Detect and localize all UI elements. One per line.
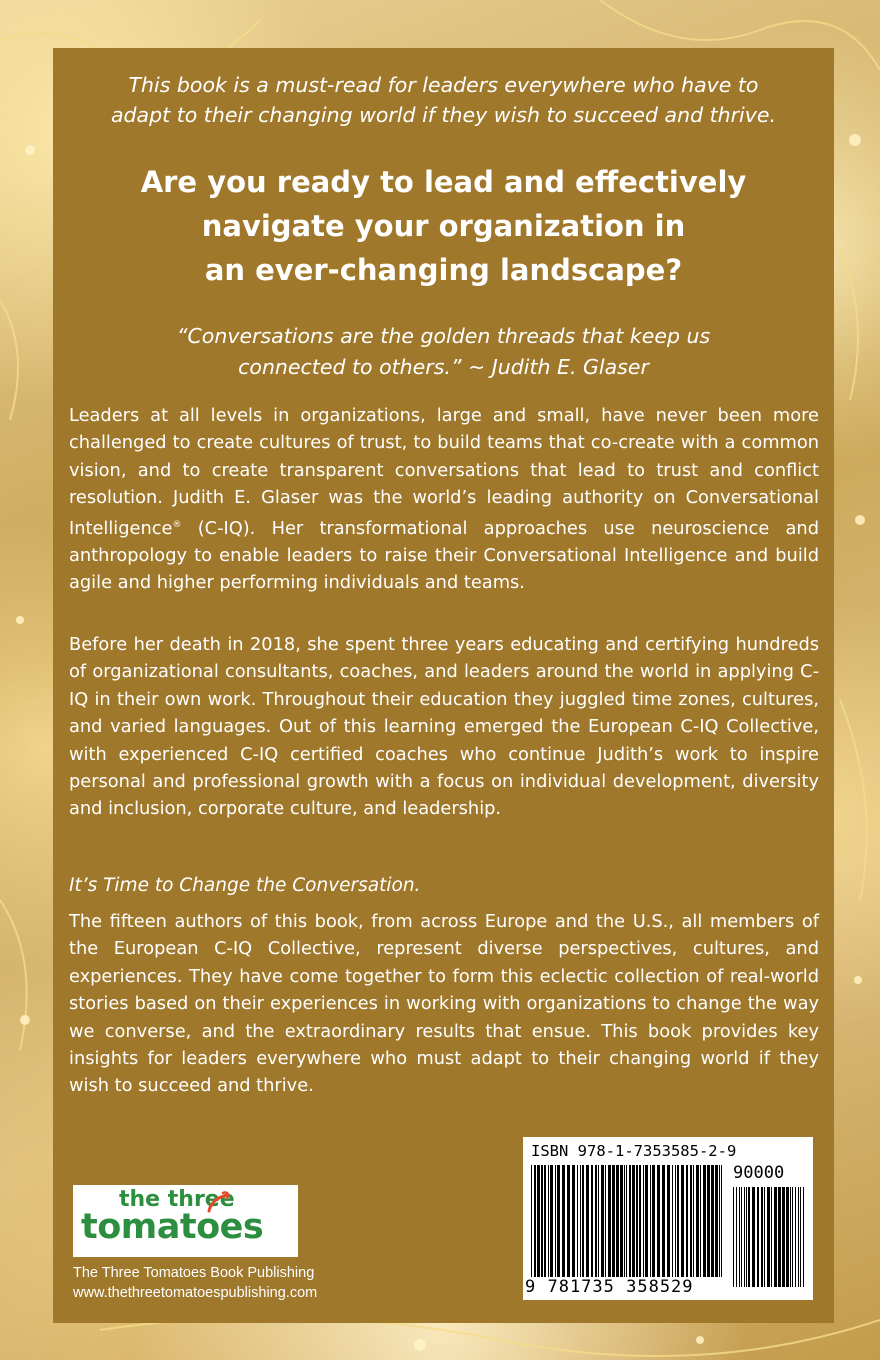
barcode-bar [764, 1187, 765, 1287]
barcode-bar [719, 1165, 720, 1277]
barcode-bar [632, 1165, 635, 1277]
barcode-bar [531, 1165, 532, 1277]
section-subheading: It’s Time to Change the Conversation. [69, 875, 421, 896]
barcode-bar [786, 1187, 789, 1287]
barcode-bar [636, 1165, 638, 1277]
barcode-bar [643, 1165, 644, 1277]
publisher-info [73, 1263, 317, 1303]
barcode-bar [800, 1187, 801, 1287]
barcode-bars [523, 1137, 813, 1300]
barcode-bar [690, 1165, 692, 1277]
barcode-bar [591, 1165, 593, 1277]
barcode-bar [650, 1165, 651, 1277]
barcode-bar [744, 1187, 745, 1287]
barcode-bar [580, 1165, 581, 1277]
body-paragraph-3: The fifteen authors of this book, from across Europe and the U.S., all members of the European C-IQ Collective, represent diverse perspectives, cultures, and experiences. They have come together to form this eclectic collection of real-world stories based on their experiences in working with organizations to change the way we converse, and the extraordinary results that ensue. This book provides key insights for leaders everywhere who must adapt to their changing world if they wish to succeed and thrive. [69, 911, 819, 1097]
barcode-bar [548, 1165, 549, 1277]
barcode-bar [567, 1165, 570, 1277]
barcode-bar [667, 1165, 670, 1277]
barcode-bar [752, 1187, 755, 1287]
barcode-bar [711, 1165, 714, 1277]
barcode-bar [541, 1165, 543, 1277]
barcode-bar [598, 1165, 599, 1277]
barcode-bar [675, 1165, 676, 1277]
body-paragraph-2: Before her death in 2018, she spent three years educating and certifying hundreds of organizational consultants, coaches, and leaders around the world in applying C-IQ in their own work. Throughout their education they juggled time zones, cultures, and varied languages. Out of this learning emerged the European C-IQ Collective, with experienced C-IQ certified coaches who continue Judith’s work to inspire personal and professional growth with a focus on individual development, diversity and inclusion, corporate culture, and leadership. [69, 634, 819, 820]
barcode-bar [707, 1165, 710, 1277]
barcode-bar [686, 1165, 688, 1277]
barcode-bar [620, 1165, 623, 1277]
barcode-bar [555, 1165, 556, 1277]
barcode-bar [746, 1187, 747, 1287]
barcode-bar [677, 1165, 679, 1277]
barcode-bar [608, 1165, 611, 1277]
isbn-number: ISBN 978-1-7353585-2-9 [531, 1142, 737, 1160]
barcode-bar [605, 1165, 606, 1277]
barcode-bar [562, 1165, 565, 1277]
barcode-bar [639, 1165, 641, 1277]
paragraph-1-text-b: (C-IQ). Her transformational approaches use neuroscience and anthropology to enable leaders to raise their Conversational Intelligence and build agile and higher performing individuals and teams. [69, 517, 819, 594]
barcode-bar [748, 1187, 750, 1287]
barcode-bar [778, 1187, 781, 1287]
barcode-bar [645, 1165, 648, 1277]
paragraph-1-text-a: Leaders at all levels in organizations, large and small, have never been more challenged to create cultures of trust, to build teams that co-create with a common vision, and to create transparent conversations that lead to trust and conflict resolution. Judith E. Glaser was the world’s leading authority on Conversational Intelligence [69, 405, 819, 539]
barcode-bar [586, 1165, 589, 1277]
barcode-bar [792, 1187, 793, 1287]
barcode-bar [733, 1187, 734, 1287]
barcode-bar [771, 1187, 772, 1287]
barcode-digits: 9 781735 358529 [525, 1277, 725, 1297]
barcode-bar [612, 1165, 615, 1277]
isbn-barcode [523, 1137, 813, 1300]
barcode-bar [537, 1165, 540, 1277]
barcode-bar [582, 1165, 584, 1277]
barcode-bar [700, 1165, 701, 1277]
barcode-bar [803, 1187, 804, 1287]
barcode-bar [790, 1187, 791, 1287]
barcode-bar [795, 1187, 796, 1287]
barcode-bar [601, 1165, 604, 1277]
barcode-bar [703, 1165, 706, 1277]
barcode-bar [681, 1165, 684, 1277]
barcode-bar [626, 1165, 627, 1277]
barcode-bar [741, 1187, 742, 1287]
barcode-bar [672, 1165, 673, 1277]
barcode-bar [572, 1165, 575, 1277]
publisher-logo [73, 1185, 298, 1257]
barcode-bar [624, 1165, 625, 1277]
barcode-bar [782, 1187, 785, 1287]
barcode-bar [534, 1165, 536, 1277]
tomato-stem-icon [205, 1191, 231, 1213]
publisher-name: The Three Tomatoes Book Publishing [73, 1265, 315, 1281]
barcode-bar [739, 1187, 740, 1287]
quote: “Conversations are the golden threads that keep us connected to others.” ~ Judith E. Glaser [176, 324, 711, 379]
tagline: This book is a must-read for leaders everywhere who have to adapt to their changing world if they wish to succeed and thrive. [110, 73, 777, 127]
barcode-bar [652, 1165, 655, 1277]
registered-mark: ® [172, 519, 182, 530]
barcode-bar [761, 1187, 763, 1287]
barcode-bar [757, 1187, 759, 1287]
barcode-bar [557, 1165, 560, 1277]
publisher-url: www.thethreetomatoespublishing.com [73, 1285, 318, 1301]
logo-text-small: the three [119, 1187, 235, 1212]
back-cover-panel [53, 48, 834, 1323]
barcode-bar [767, 1187, 770, 1287]
barcode-bar [798, 1187, 799, 1287]
headline: Are you ready to lead and effectively navigate your organization in an ever-changing landscape? [140, 165, 747, 287]
barcode-bar [774, 1187, 777, 1287]
barcode-bar [616, 1165, 619, 1277]
barcode-bar [696, 1165, 699, 1277]
barcode-bar [662, 1165, 665, 1277]
barcode-bar [736, 1187, 737, 1287]
barcode-bar [693, 1165, 694, 1277]
body-paragraph-1 [69, 402, 819, 597]
logo-text-big: tomatoes [81, 1207, 264, 1247]
barcode-bar [721, 1165, 722, 1277]
barcode-bar [544, 1165, 546, 1277]
barcode-bar [577, 1165, 578, 1277]
barcode-bar [715, 1165, 718, 1277]
price-code: 90000 [733, 1163, 785, 1183]
barcode-bar [550, 1165, 553, 1277]
barcode-bar [629, 1165, 631, 1277]
barcode-bar [595, 1165, 597, 1277]
barcode-bar [657, 1165, 660, 1277]
